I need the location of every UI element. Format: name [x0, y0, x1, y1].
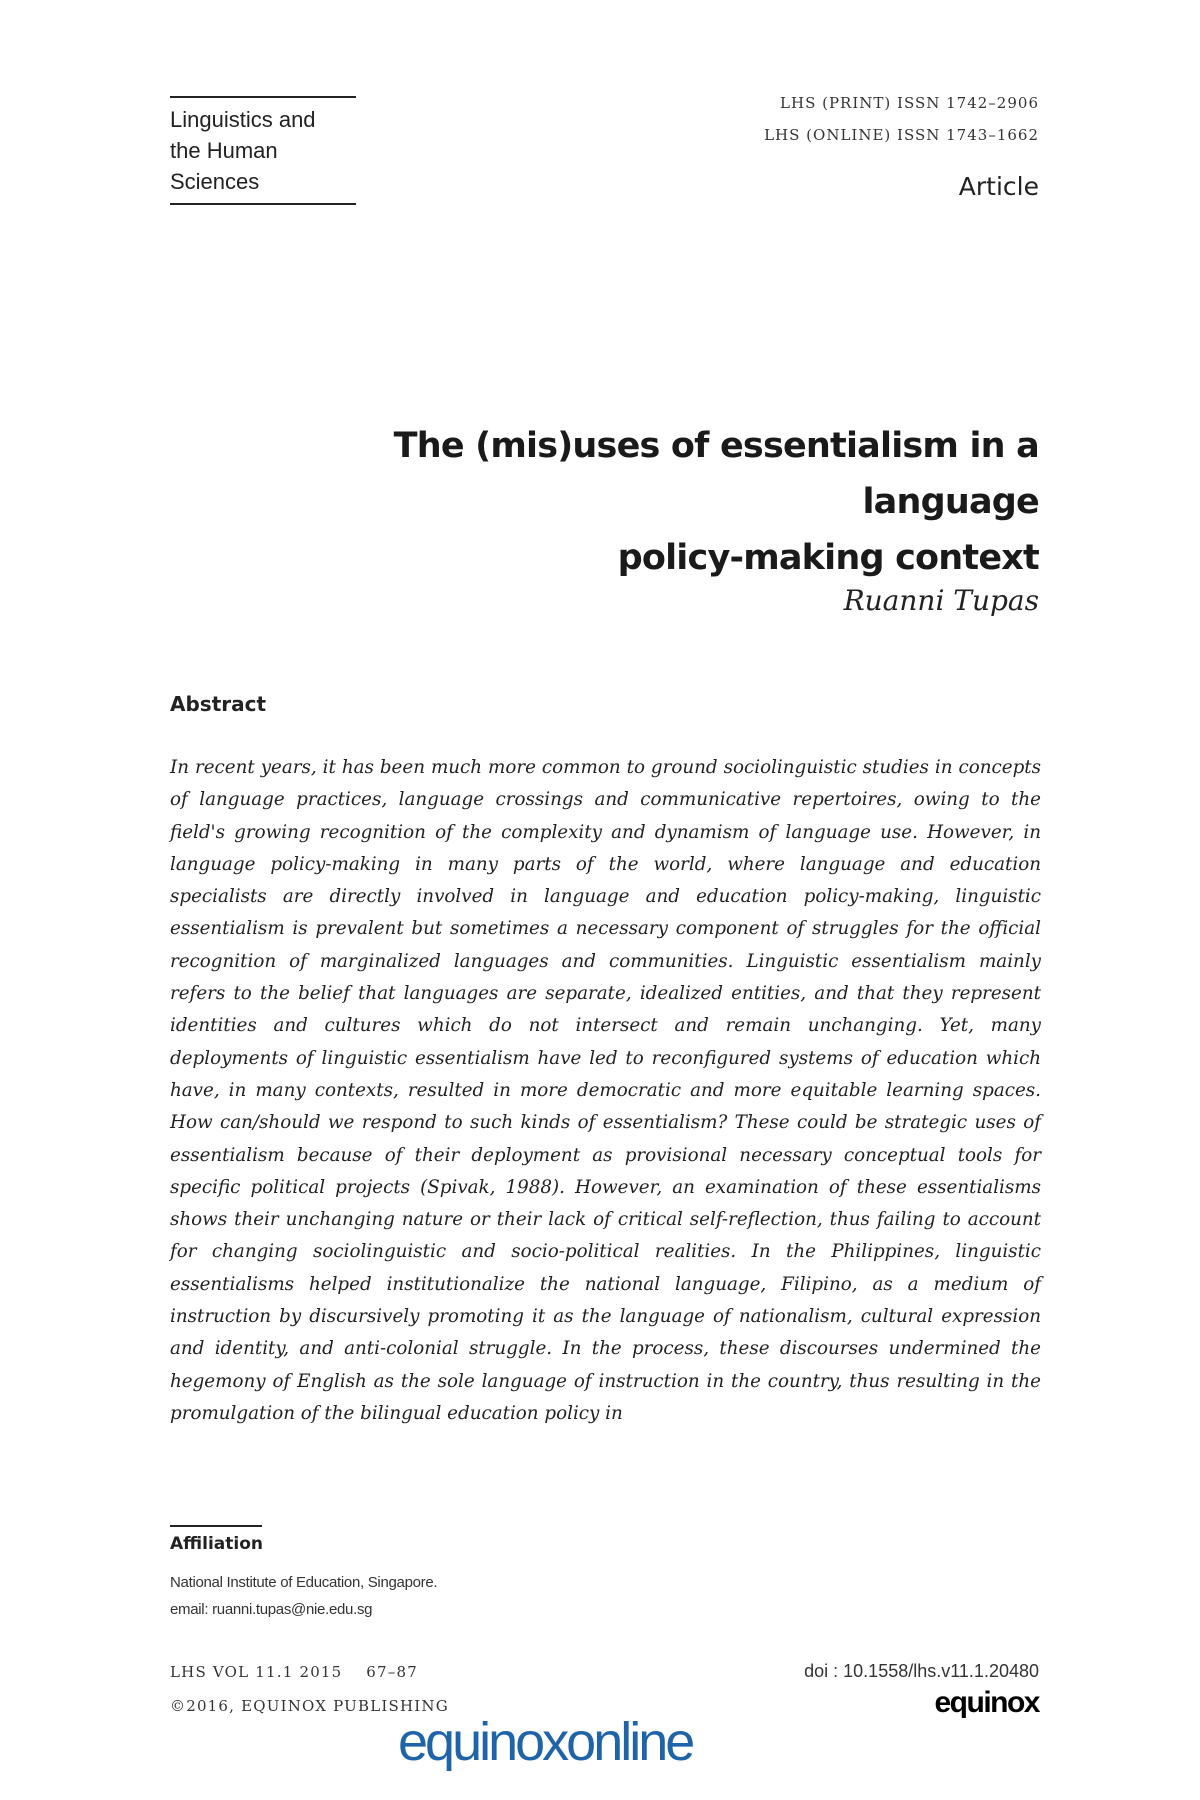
journal-name-line: the Human: [170, 138, 278, 163]
abstract-text: In recent years, it has been much more common to ground sociolinguistic studies in concepts of language practices, language crossings and communicative repertoires, owing to the field's growing recognition of the complexity and dynamism of language use. However, in language policy-making in many parts of the world, where language and education specialists are directly involved in language and education policy-making, linguistic essentialism is prevalent but sometimes a necessary component of struggles for the official recognition of marginalized languages and communities. Linguistic essentialism mainly refers to the belief that languages are separate, idealized entities, and that they represent identities and cultures which do not intersect and remain unchanging. Yet, many deployments of linguistic essentialism have led to reconfigured systems of education which have, in many contexts, resulted in more democratic and more equitable learning spaces. How can/should we respond to such kinds of essentialism? These could be strategic uses of essentialism because of their deployment as provisional necessary conceptual tools for specific political projects (Spivak, 1988). However, an examination of these essentialisms shows their unchanging nature or their lack of critical self-reflection, thus failing to account for changing sociolinguistic and socio-political realities. In the Philippines, linguistic essentialisms helped institutionalize the national language, Filipino, as a medium of instruction by discursively promoting it as the language of nationalism, cultural expression and identity, and anti-colonial struggle. In the process, these discourses undermined the hegemony of English as the sole language of instruction in the country, thus resulting in the promulgation of the bilingual education policy in: [170, 757, 1041, 1424]
journal-name-line: Linguistics and: [170, 107, 316, 132]
article-type-label: Article: [958, 172, 1039, 201]
article-title: [219, 418, 1039, 586]
issn-print: LHS (PRINT) ISSN 1742–2906: [780, 94, 1039, 112]
article-title-line: policy-making context: [617, 538, 1039, 578]
journal-name-box: [170, 96, 356, 205]
journal-name-line: Sciences: [170, 169, 260, 194]
article-title-line: The (mis)uses of essentialism in a language: [393, 426, 1039, 522]
copyright: ©2016, EQUINOX PUBLISHING: [170, 1697, 449, 1715]
affiliation-email: email: ruanni.tupas@nie.edu.sg: [170, 1601, 373, 1618]
issn-online: LHS (ONLINE) ISSN 1743–1662: [764, 126, 1039, 144]
equinox-logo: equinox: [934, 1686, 1039, 1719]
affiliation-heading: Affiliation: [170, 1534, 263, 1554]
affiliation-divider: [170, 1525, 262, 1527]
equinox-online-logo[interactable]: equinoxonline: [398, 1712, 693, 1772]
author-name: Ruanni Tupas: [843, 584, 1039, 617]
affiliation-institution: National Institute of Education, Singapore.: [170, 1574, 438, 1591]
volume-pages: LHS VOL 11.1 2015 67–87: [170, 1663, 418, 1681]
doi-link[interactable]: doi : 10.1558/lhs.v11.1.20480: [804, 1661, 1039, 1681]
abstract-heading: Abstract: [170, 692, 267, 716]
